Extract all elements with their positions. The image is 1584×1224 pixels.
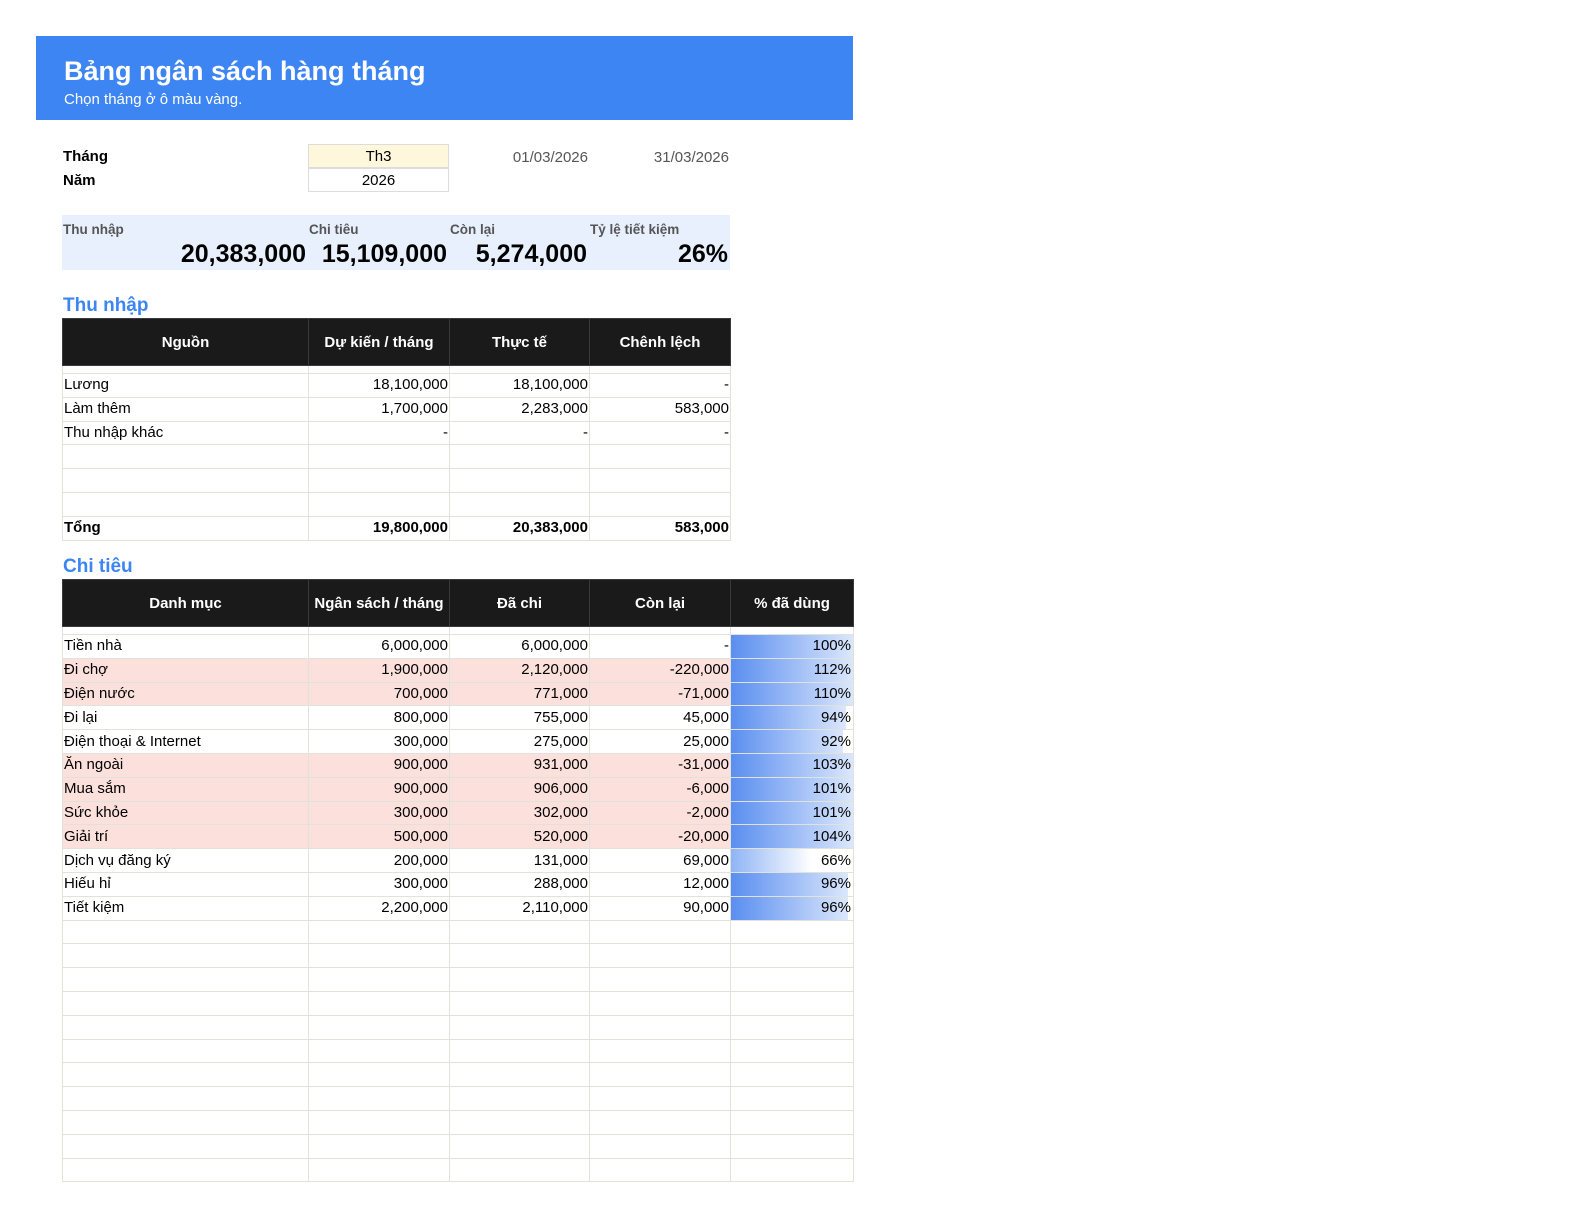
- usage-percent-text: 96%: [820, 875, 851, 893]
- expense-empty-row: [63, 1039, 854, 1063]
- empty-cell[interactable]: [731, 1039, 854, 1063]
- expense-cell-category[interactable]: Dịch vụ đăng ký: [63, 849, 309, 873]
- expense-cell-percent-used[interactable]: [731, 682, 854, 706]
- empty-cell[interactable]: [731, 1063, 854, 1087]
- income-cell-actual[interactable]: 18,100,000: [450, 374, 590, 398]
- empty-cell[interactable]: [590, 944, 731, 968]
- expense-cell-spent[interactable]: 755,000: [450, 706, 590, 730]
- empty-cell[interactable]: [63, 1134, 309, 1158]
- expense-header-row: [63, 580, 854, 627]
- expense-cell-spent[interactable]: 6,000,000: [450, 635, 590, 659]
- income-cell-planned[interactable]: [309, 469, 450, 493]
- expense-row: [63, 872, 854, 896]
- summary-expense-label: Chi tiêu: [309, 222, 359, 237]
- usage-percent-text: 92%: [820, 732, 851, 750]
- expense-cell-remaining[interactable]: -220,000: [590, 658, 731, 682]
- empty-cell[interactable]: [450, 1110, 590, 1134]
- empty-cell[interactable]: [731, 920, 854, 944]
- empty-cell[interactable]: [63, 1039, 309, 1063]
- usage-percent-text: 96%: [820, 899, 851, 917]
- expense-cell-category[interactable]: Mua sắm: [63, 777, 309, 801]
- usage-percent-text: 94%: [820, 708, 851, 726]
- expense-cell-percent-used[interactable]: [731, 730, 854, 754]
- income-col-actual: Thực tế: [450, 319, 590, 366]
- expense-row: [63, 730, 854, 754]
- expense-cell-percent-used[interactable]: [731, 801, 854, 825]
- empty-cell[interactable]: [309, 1134, 450, 1158]
- empty-cell[interactable]: [450, 1087, 590, 1111]
- empty-cell[interactable]: [309, 968, 450, 992]
- empty-cell[interactable]: [309, 1015, 450, 1039]
- income-cell-difference[interactable]: -: [590, 374, 731, 398]
- expense-empty-row: [63, 968, 854, 992]
- expense-cell-spent[interactable]: 131,000: [450, 849, 590, 873]
- empty-cell[interactable]: [450, 1039, 590, 1063]
- expense-section-title: Chi tiêu: [63, 556, 133, 577]
- empty-cell[interactable]: [450, 991, 590, 1015]
- expense-table: [62, 579, 854, 1182]
- expense-cell-remaining[interactable]: -31,000: [590, 753, 731, 777]
- expense-cell-percent-used[interactable]: [731, 825, 854, 849]
- summary-remaining: [449, 215, 589, 270]
- summary-remaining-label: Còn lại: [450, 222, 496, 237]
- empty-cell[interactable]: [731, 944, 854, 968]
- expense-row: [63, 635, 854, 659]
- expense-cell-percent-used[interactable]: [731, 896, 854, 920]
- summary-remaining-value: 5,274,000: [475, 240, 587, 268]
- income-total-actual: 20,383,000: [450, 516, 590, 540]
- expense-cell-remaining[interactable]: -2,000: [590, 801, 731, 825]
- expense-cell-budget[interactable]: 800,000: [309, 706, 450, 730]
- spacer-cell: [309, 366, 450, 374]
- spacer-cell: [590, 366, 731, 374]
- usage-percent-text: 112%: [813, 661, 851, 679]
- empty-cell[interactable]: [731, 1134, 854, 1158]
- expense-cell-spent[interactable]: 931,000: [450, 753, 590, 777]
- empty-cell[interactable]: [309, 1158, 450, 1182]
- expense-row: [63, 658, 854, 682]
- expense-cell-remaining[interactable]: -71,000: [590, 682, 731, 706]
- empty-cell[interactable]: [450, 1063, 590, 1087]
- income-row: [63, 492, 731, 516]
- expense-cell-remaining[interactable]: 69,000: [590, 849, 731, 873]
- expense-cell-category[interactable]: Điện thoại & Internet: [63, 730, 309, 754]
- income-row: [63, 374, 731, 398]
- expense-empty-row: [63, 1158, 854, 1182]
- expense-cell-budget[interactable]: 900,000: [309, 753, 450, 777]
- expense-cell-budget[interactable]: 700,000: [309, 682, 450, 706]
- empty-cell[interactable]: [450, 944, 590, 968]
- expense-cell-spent[interactable]: 2,110,000: [450, 896, 590, 920]
- expense-empty-row: [63, 1134, 854, 1158]
- empty-cell[interactable]: [309, 1039, 450, 1063]
- expense-cell-category[interactable]: Tiết kiệm: [63, 896, 309, 920]
- expense-col-budget: Ngân sách / tháng: [309, 580, 450, 627]
- expense-empty-row: [63, 944, 854, 968]
- expense-cell-remaining[interactable]: 12,000: [590, 872, 731, 896]
- expense-cell-percent-used[interactable]: [731, 706, 854, 730]
- expense-col-remaining: Còn lại: [590, 580, 731, 627]
- empty-cell[interactable]: [63, 968, 309, 992]
- income-cell-source[interactable]: Thu nhập khác: [63, 421, 309, 445]
- empty-cell[interactable]: [450, 1015, 590, 1039]
- expense-cell-percent-used[interactable]: [731, 753, 854, 777]
- income-col-planned: Dự kiến / tháng: [309, 319, 450, 366]
- empty-cell[interactable]: [63, 920, 309, 944]
- expense-cell-category[interactable]: Điện nước: [63, 682, 309, 706]
- empty-cell[interactable]: [450, 968, 590, 992]
- empty-cell[interactable]: [309, 991, 450, 1015]
- summary-expense: [308, 215, 449, 270]
- empty-cell[interactable]: [590, 1134, 731, 1158]
- spacer-cell: [309, 627, 450, 635]
- income-cell-actual[interactable]: -: [450, 421, 590, 445]
- expense-cell-percent-used[interactable]: [731, 635, 854, 659]
- expense-cell-remaining[interactable]: -6,000: [590, 777, 731, 801]
- income-cell-difference[interactable]: [590, 492, 731, 516]
- expense-col-spent: Đã chi: [450, 580, 590, 627]
- empty-cell[interactable]: [731, 1015, 854, 1039]
- empty-cell[interactable]: [731, 1158, 854, 1182]
- expense-cell-category[interactable]: Đi chợ: [63, 658, 309, 682]
- income-cell-source[interactable]: [63, 469, 309, 493]
- income-cell-source[interactable]: [63, 492, 309, 516]
- expense-cell-percent-used[interactable]: [731, 872, 854, 896]
- income-cell-difference[interactable]: -: [590, 421, 731, 445]
- income-cell-actual[interactable]: [450, 492, 590, 516]
- expense-cell-spent[interactable]: 288,000: [450, 872, 590, 896]
- usage-percent-text: 101%: [812, 803, 851, 821]
- summary-savings-rate-value: 26%: [677, 240, 728, 268]
- empty-cell[interactable]: [309, 944, 450, 968]
- expense-cell-spent[interactable]: 2,120,000: [450, 658, 590, 682]
- expense-row: [63, 706, 854, 730]
- expense-cell-category[interactable]: Sức khỏe: [63, 801, 309, 825]
- income-row: [63, 445, 731, 469]
- income-table: [62, 318, 731, 541]
- expense-cell-percent-used[interactable]: [731, 849, 854, 873]
- expense-cell-category[interactable]: Đi lại: [63, 706, 309, 730]
- income-cell-difference[interactable]: [590, 469, 731, 493]
- month-select-cell[interactable]: Th3: [308, 144, 449, 168]
- end-date: 31/03/2026: [653, 149, 729, 166]
- empty-cell[interactable]: [63, 1015, 309, 1039]
- expense-cell-category[interactable]: Ăn ngoài: [63, 753, 309, 777]
- expense-cell-budget[interactable]: 300,000: [309, 730, 450, 754]
- expense-col-category: Danh mục: [63, 580, 309, 627]
- empty-cell[interactable]: [590, 1110, 731, 1134]
- income-total-difference: 583,000: [590, 516, 731, 540]
- expense-row: [63, 896, 854, 920]
- expense-cell-percent-used[interactable]: [731, 777, 854, 801]
- spacer-row: [63, 627, 854, 635]
- expense-row: [63, 777, 854, 801]
- expense-row: [63, 682, 854, 706]
- expense-cell-percent-used[interactable]: [731, 658, 854, 682]
- empty-cell[interactable]: [731, 968, 854, 992]
- income-col-source: Nguồn: [63, 319, 309, 366]
- empty-cell[interactable]: [590, 991, 731, 1015]
- empty-cell[interactable]: [590, 1039, 731, 1063]
- expense-cell-budget[interactable]: 1,900,000: [309, 658, 450, 682]
- expense-col-percent-used: % đã dùng: [731, 580, 854, 627]
- income-total-source: Tổng: [63, 516, 309, 540]
- empty-cell[interactable]: [309, 1110, 450, 1134]
- income-cell-planned[interactable]: [309, 492, 450, 516]
- empty-cell[interactable]: [450, 1158, 590, 1182]
- expense-empty-row: [63, 920, 854, 944]
- expense-cell-budget[interactable]: 900,000: [309, 777, 450, 801]
- income-header-row: [63, 319, 731, 366]
- empty-cell[interactable]: [63, 1110, 309, 1134]
- header-banner: [36, 36, 853, 120]
- empty-cell[interactable]: [63, 1087, 309, 1111]
- expense-cell-budget[interactable]: 500,000: [309, 825, 450, 849]
- expense-cell-spent[interactable]: 771,000: [450, 682, 590, 706]
- income-total-planned: 19,800,000: [309, 516, 450, 540]
- usage-percent-text: 104%: [812, 827, 851, 845]
- expense-cell-remaining[interactable]: 45,000: [590, 706, 731, 730]
- empty-cell[interactable]: [731, 1087, 854, 1111]
- expense-empty-row: [63, 1063, 854, 1087]
- summary-savings-rate-label: Tỷ lệ tiết kiệm: [590, 222, 680, 237]
- expense-row: [63, 753, 854, 777]
- expense-cell-remaining[interactable]: -: [590, 635, 731, 659]
- summary-savings-rate: [589, 215, 730, 270]
- expense-empty-row: [63, 991, 854, 1015]
- expense-cell-remaining[interactable]: -20,000: [590, 825, 731, 849]
- income-section-title: Thu nhập: [63, 295, 149, 316]
- page-subtitle: Chọn tháng ở ô màu vàng.: [64, 91, 243, 108]
- empty-cell[interactable]: [63, 1158, 309, 1182]
- expense-empty-row: [63, 1087, 854, 1111]
- income-row: [63, 469, 731, 493]
- usage-percent-text: 103%: [812, 756, 851, 774]
- expense-cell-budget[interactable]: 6,000,000: [309, 635, 450, 659]
- usage-percent-text: 101%: [812, 780, 851, 798]
- expense-cell-category[interactable]: Hiếu hỉ: [63, 872, 309, 896]
- usage-percent-text: 110%: [813, 684, 851, 702]
- expense-cell-category[interactable]: Giải trí: [63, 825, 309, 849]
- empty-cell[interactable]: [590, 1063, 731, 1087]
- income-cell-planned[interactable]: [309, 445, 450, 469]
- empty-cell[interactable]: [309, 920, 450, 944]
- income-cell-planned[interactable]: 18,100,000: [309, 374, 450, 398]
- spacer-row: [63, 366, 731, 374]
- income-cell-source[interactable]: Làm thêm: [63, 397, 309, 421]
- usage-percent-text: 100%: [812, 637, 851, 655]
- empty-cell[interactable]: [590, 968, 731, 992]
- month-label: Tháng: [63, 148, 108, 165]
- spacer-cell: [450, 366, 590, 374]
- spacer-cell: [450, 627, 590, 635]
- spacer-cell: [590, 627, 731, 635]
- expense-cell-spent[interactable]: 520,000: [450, 825, 590, 849]
- summary-income: [62, 215, 308, 270]
- empty-cell[interactable]: [63, 1063, 309, 1087]
- expense-cell-remaining[interactable]: 25,000: [590, 730, 731, 754]
- expense-cell-budget[interactable]: 2,200,000: [309, 896, 450, 920]
- empty-cell[interactable]: [63, 944, 309, 968]
- income-cell-planned[interactable]: -: [309, 421, 450, 445]
- income-cell-source[interactable]: [63, 445, 309, 469]
- expense-empty-row: [63, 1110, 854, 1134]
- spacer-cell: [731, 627, 854, 635]
- empty-cell[interactable]: [590, 1087, 731, 1111]
- expense-cell-category[interactable]: Tiền nhà: [63, 635, 309, 659]
- summary-panel: [62, 215, 730, 270]
- income-cell-source[interactable]: Lương: [63, 374, 309, 398]
- income-row: [63, 397, 731, 421]
- empty-cell[interactable]: [590, 920, 731, 944]
- expense-row: [63, 849, 854, 873]
- year-label: Năm: [63, 172, 96, 189]
- income-cell-actual[interactable]: 2,283,000: [450, 397, 590, 421]
- income-cell-planned[interactable]: 1,700,000: [309, 397, 450, 421]
- empty-cell[interactable]: [450, 1134, 590, 1158]
- expense-row: [63, 801, 854, 825]
- empty-cell[interactable]: [63, 991, 309, 1015]
- empty-cell[interactable]: [309, 1087, 450, 1111]
- income-col-difference: Chênh lệch: [590, 319, 731, 366]
- empty-cell[interactable]: [450, 920, 590, 944]
- expense-cell-budget[interactable]: 300,000: [309, 801, 450, 825]
- expense-cell-spent[interactable]: 302,000: [450, 801, 590, 825]
- expense-cell-spent[interactable]: 275,000: [450, 730, 590, 754]
- summary-income-value: 20,383,000: [180, 240, 306, 268]
- income-cell-actual[interactable]: [450, 469, 590, 493]
- expense-cell-budget[interactable]: 300,000: [309, 872, 450, 896]
- empty-cell[interactable]: [309, 1063, 450, 1087]
- empty-cell[interactable]: [731, 1110, 854, 1134]
- start-date: 01/03/2026: [512, 149, 588, 166]
- spacer-cell: [63, 627, 309, 635]
- spacer-cell: [63, 366, 309, 374]
- empty-cell[interactable]: [590, 1158, 731, 1182]
- expense-row: [63, 825, 854, 849]
- empty-cell[interactable]: [731, 991, 854, 1015]
- summary-expense-value: 15,109,000: [321, 240, 447, 268]
- income-total-row: [63, 516, 731, 540]
- usage-percent-text: 66%: [820, 851, 851, 869]
- income-cell-difference[interactable]: [590, 445, 731, 469]
- summary-income-label: Thu nhập: [63, 222, 124, 237]
- expense-cell-remaining[interactable]: 90,000: [590, 896, 731, 920]
- income-cell-actual[interactable]: [450, 445, 590, 469]
- expense-cell-budget[interactable]: 200,000: [309, 849, 450, 873]
- empty-cell[interactable]: [590, 1015, 731, 1039]
- expense-cell-spent[interactable]: 906,000: [450, 777, 590, 801]
- page-title: Bảng ngân sách hàng tháng: [64, 56, 426, 86]
- income-row: [63, 421, 731, 445]
- year-input-cell[interactable]: 2026: [308, 168, 449, 192]
- expense-empty-row: [63, 1015, 854, 1039]
- income-cell-difference[interactable]: 583,000: [590, 397, 731, 421]
